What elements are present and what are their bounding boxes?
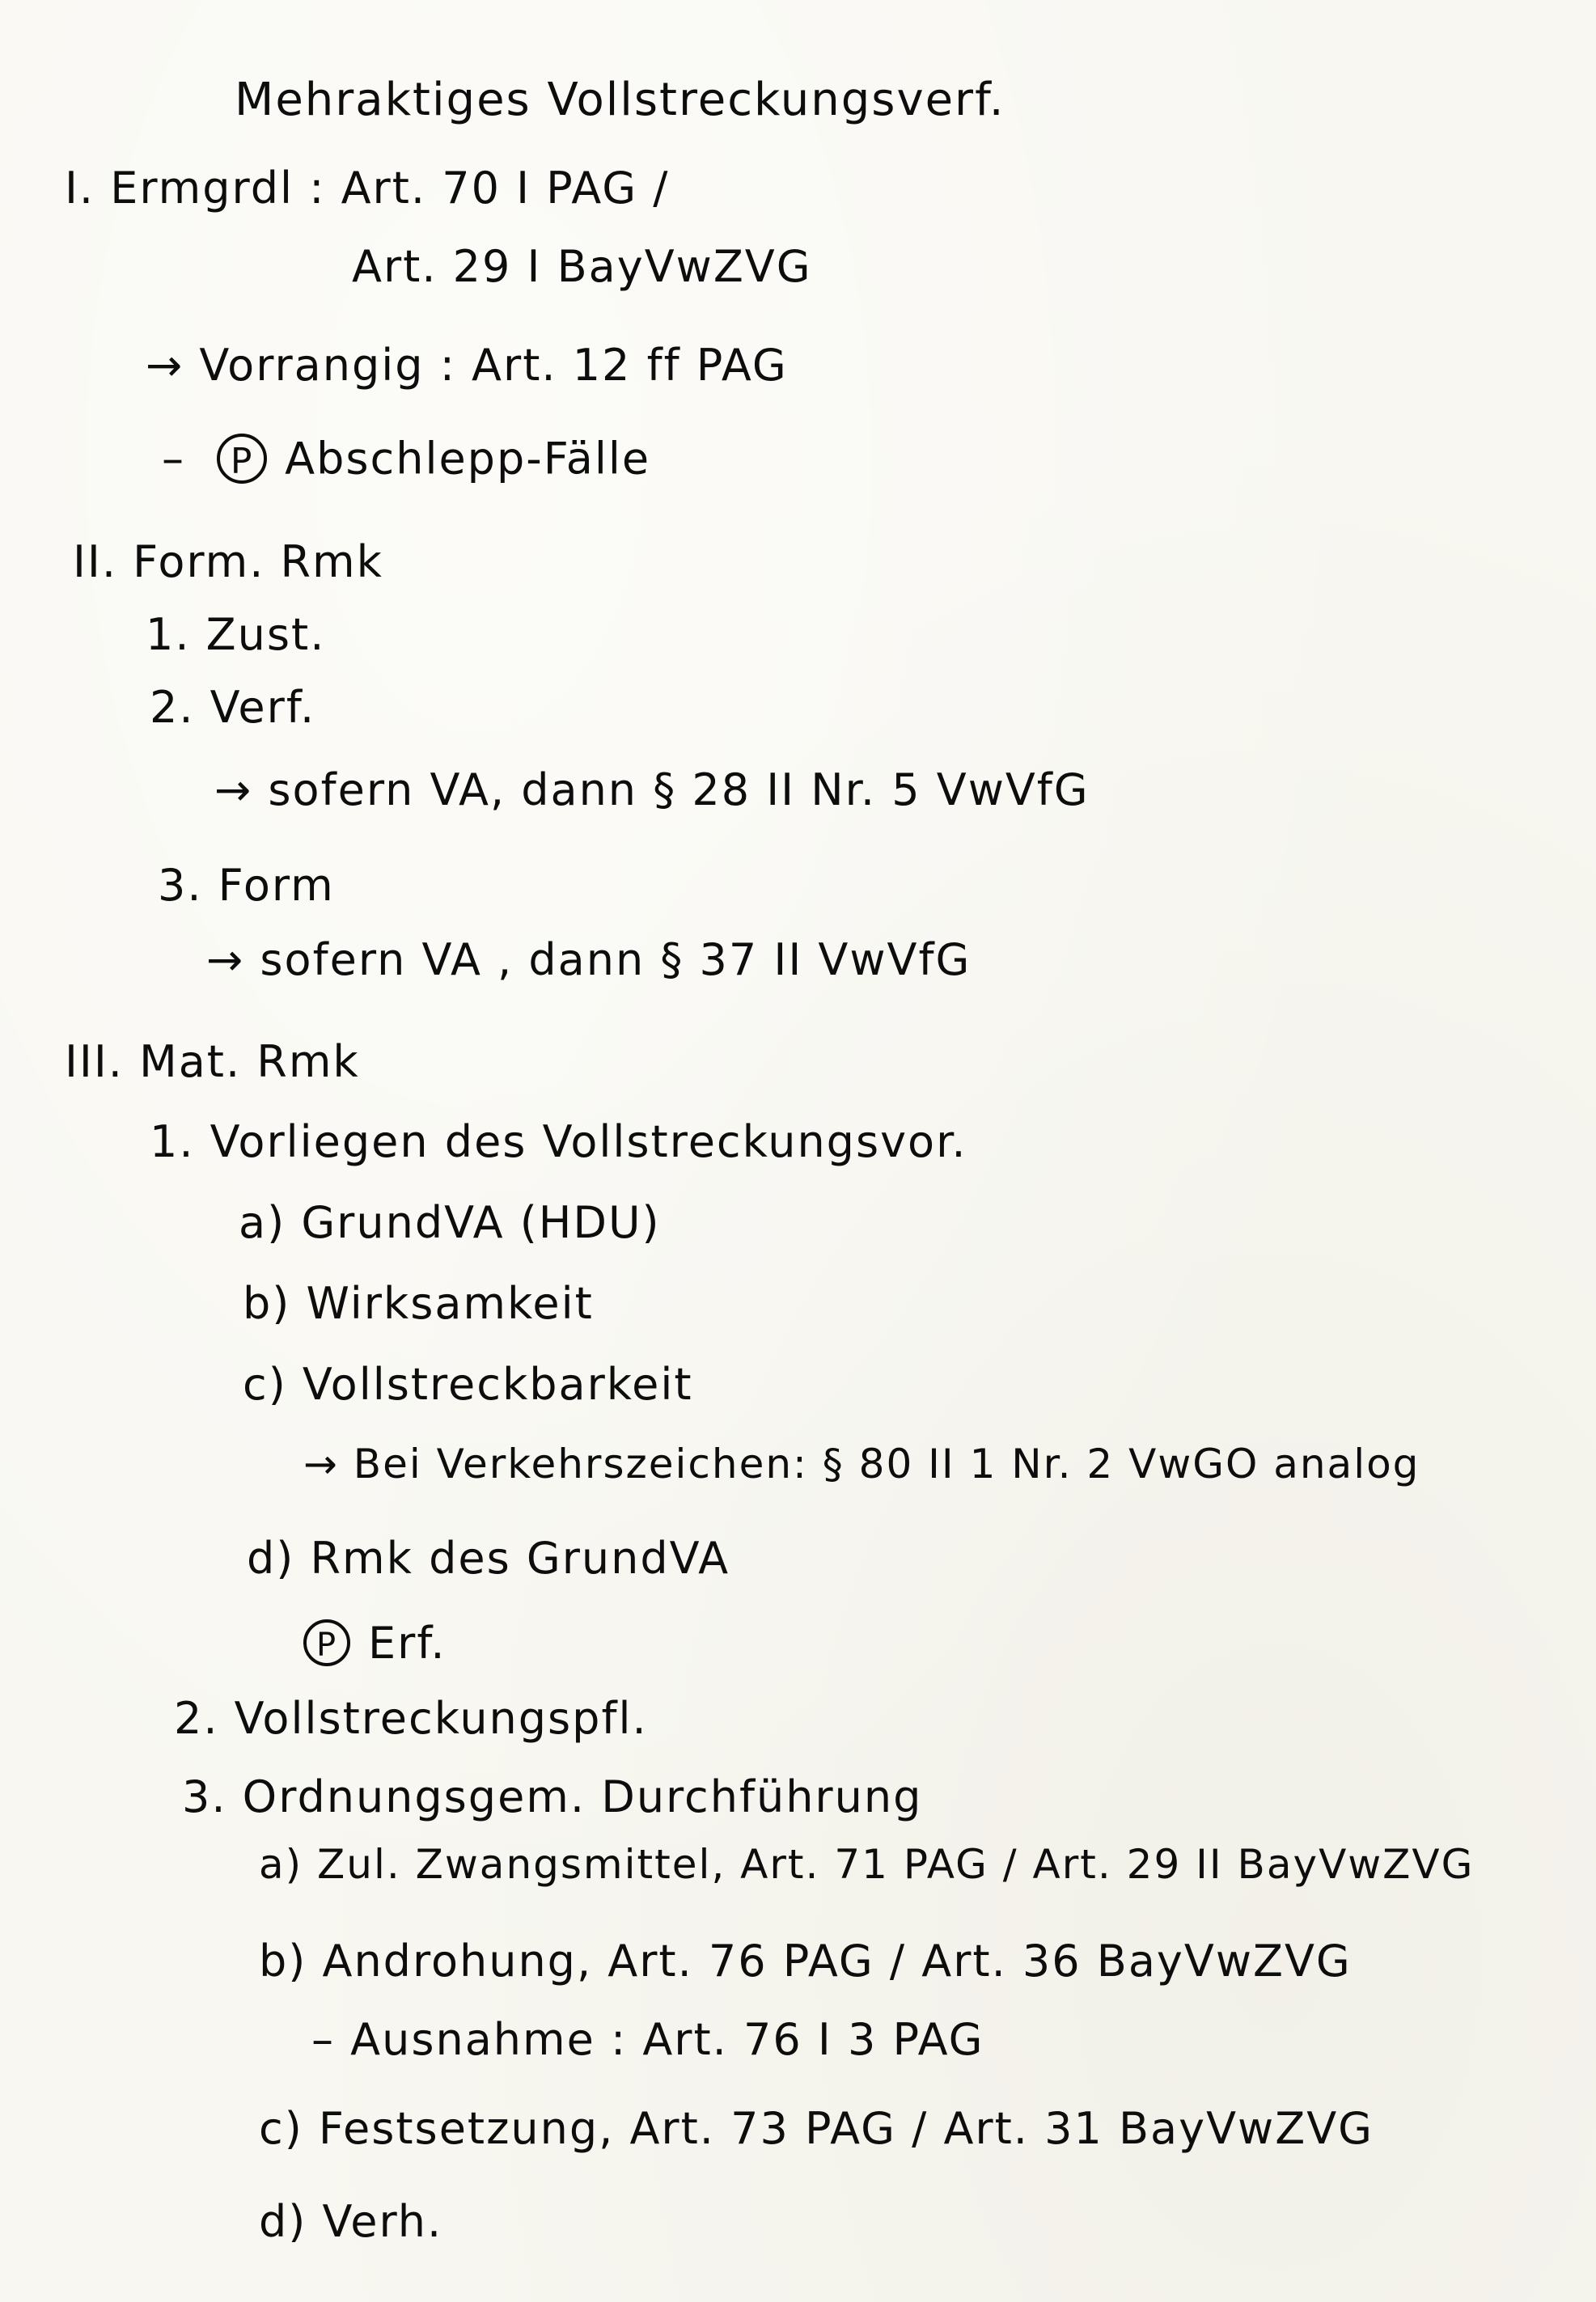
circled-p-problem-icon: P [303, 1619, 350, 1666]
dash-prefix: – [162, 433, 185, 485]
note-ii-2: → sofern VA, dann § 28 II Nr. 5 VwVfG [214, 764, 1090, 815]
item-iii-3-b: b) Androhung, Art. 76 PAG / Art. 36 BayVwZVG [259, 1936, 1352, 1987]
item-iii-3: 3. Ordnungsgem. Durchführung [182, 1771, 923, 1822]
item-iii-1-c: c) Vollstreckbarkeit [243, 1359, 693, 1410]
item-ii-2: 2. Verf. [150, 682, 316, 733]
item-iii-1-a: a) GrundVA (HDU) [239, 1197, 661, 1248]
page-title: Mehraktiges Vollstreckungsverf. [235, 74, 1005, 126]
item-iii-3-a: a) Zul. Zwangsmittel, Art. 71 PAG / Art. 29 II BayVwZVG [259, 1841, 1475, 1888]
note-ii-3: → sofern VA , dann § 37 II VwVfG [206, 934, 972, 985]
item-iii-3-c: c) Festsetzung, Art. 73 PAG / Art. 31 BayVwZVG [259, 2103, 1374, 2154]
item-iii-2: 2. Vollstreckungspfl. [174, 1693, 648, 1744]
section-iii-heading: III. Mat. Rmk [65, 1036, 360, 1087]
section-i-continuation: Art. 29 I BayVwZVG [352, 241, 812, 292]
item-iii-1-b: b) Wirksamkeit [243, 1278, 594, 1329]
item-ii-3: 3. Form [158, 860, 335, 911]
section-i-heading: I. Ermgrdl : Art. 70 I PAG / [65, 163, 670, 214]
note-text: Erf. [368, 1618, 447, 1669]
note-text: Abschlepp-Fälle [285, 433, 651, 485]
note-vorrangig: → Vorrangig : Art. 12 ff PAG [146, 340, 788, 391]
item-iii-1: 1. Vorliegen des Vollstreckungsvor. [150, 1116, 967, 1167]
section-ii-heading: II. Form. Rmk [73, 536, 383, 587]
item-iii-3-d: d) Verh. [259, 2196, 443, 2247]
item-iii-1-d: d) Rmk des GrundVA [247, 1533, 730, 1584]
note-erf [303, 1618, 447, 1669]
note-ausnahme: – Ausnahme : Art. 76 I 3 PAG [311, 2014, 984, 2065]
item-ii-1: 1. Zust. [146, 609, 326, 660]
note-verkehrszeichen: → Bei Verkehrszeichen: § 80 II 1 Nr. 2 VwGO analog [303, 1441, 1420, 1487]
circled-p-problem-icon: P [217, 434, 267, 484]
note-abschlepp-faelle [162, 433, 651, 487]
